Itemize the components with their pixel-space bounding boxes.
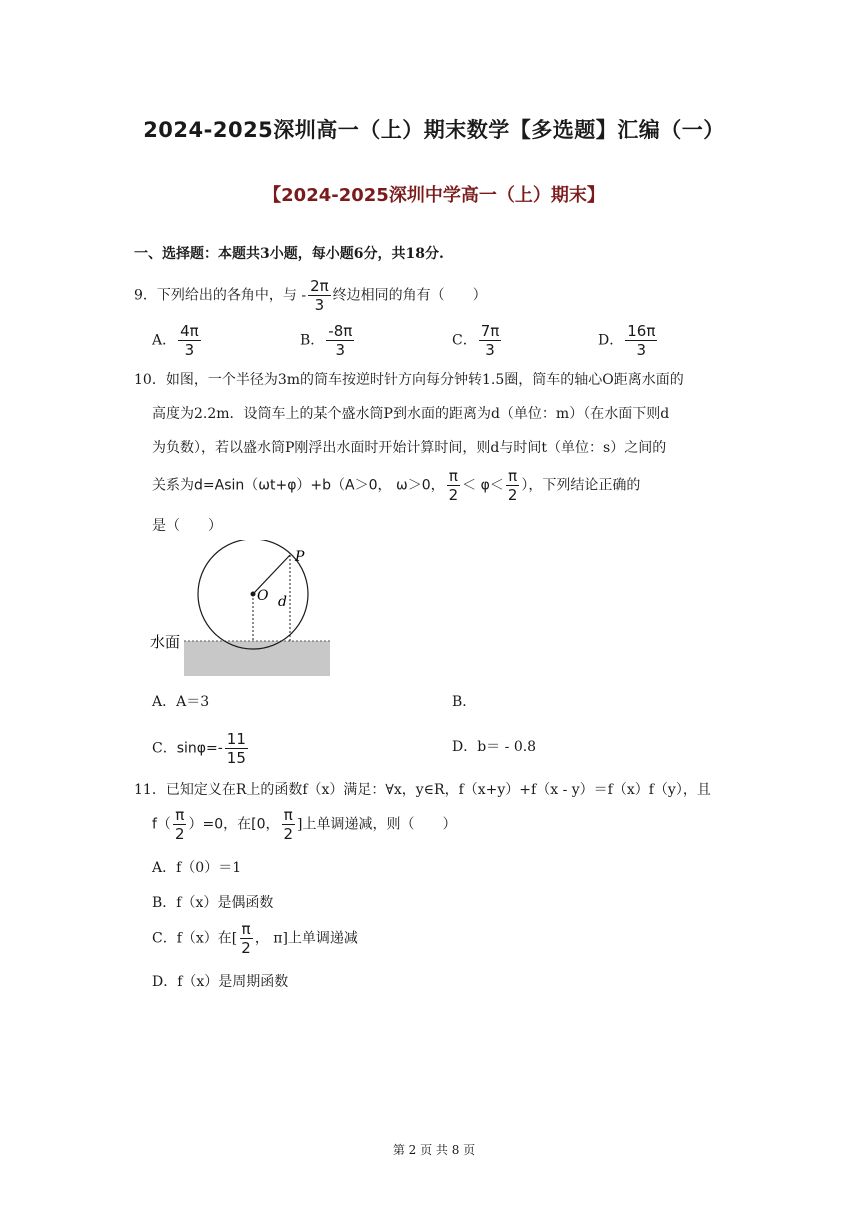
water-region [184,641,330,676]
q11-line-1: 11．已知定义在R上的函数f（x）满足：∀x，y∈R，f（x+y）+f（x - y）＝f（x）f（y），且 [134,782,711,798]
q10-option-d: D．b＝ - 0.8 [452,739,537,755]
q10-option-c: C．sinφ=- $\frac{11}{15}$ [152,730,246,767]
q10-line-3: 为负数），若以盛水筒P刚浮出水面时开始计算时间，则d与时间t（单位：s）之间的 [152,440,667,456]
label-water: 水面 [150,633,181,651]
label-p: P [295,549,305,565]
q9-stem-end: 终边相同的角有（ ） [332,287,487,304]
q9-option-c: C． $\frac{7\pi}{3}$ [452,322,500,359]
label-o: O [257,588,269,604]
q9-fraction: $\frac{2\pi}{3}$ [310,277,329,314]
q11-option-b: B．f（x）是偶函数 [152,895,274,911]
page-footer: 第 2 页 共 8 页 [392,1143,476,1157]
q9-option-a: A． $\frac{4\pi}{3}$ [152,322,199,359]
q10-option-b: B． [452,694,477,710]
q9-option-b: B． $\frac{-8\pi}{3}$ [300,322,353,359]
source-heading: 【2024-2025深圳中学高一（上）期末】 [263,185,605,206]
label-d: d [278,594,287,610]
q9-option-d: D． $\frac{16\pi}{3}$ [598,322,656,359]
q11-option-d: D．f（x）是周期函数 [152,974,289,990]
section-heading: 一、选择题：本题共3小题，每小题6分，共18分. [134,246,444,262]
q11-option-c: C．f（x）在[ $\frac{\pi}{2}$ ， π]上单调递减 [152,920,358,957]
q10-line-5: 是（ ） [152,518,222,534]
water-wheel-figure [150,540,340,680]
q10-line-4: 关系为d=Asin（ωt+φ）+b（A＞0， ω＞0， $\frac{\pi}{2}$ ＜ φ＜ $\frac{\pi}{2}$ ），下列结论正确的 [152,467,641,504]
q10-option-a: A．A＝3 [152,694,210,710]
q11-line-2: f（ $\frac{\pi}{2}$ ）=0，在[0， $\frac{\pi}{2}$ ]上单调递减，则（ ） [152,806,457,843]
q11-option-a: A．f（0）＝1 [152,860,242,876]
document-title: 2024-2025深圳高一（上）期末数学【多选题】汇编（一） [143,118,725,142]
q10-line-2: 高度为2.2m．设筒车上的某个盛水筒P到水面的距离为d（单位：m）（在水面下则d [152,406,670,422]
q9-stem-start: 9．下列给出的各角中，与 - [134,287,307,304]
question-9-stem [134,277,487,314]
q10-line-1: 10．如图，一个半径为3m的筒车按逆时针方向每分钟转1.5圈，筒车的轴心O距离水面的 [134,372,684,388]
